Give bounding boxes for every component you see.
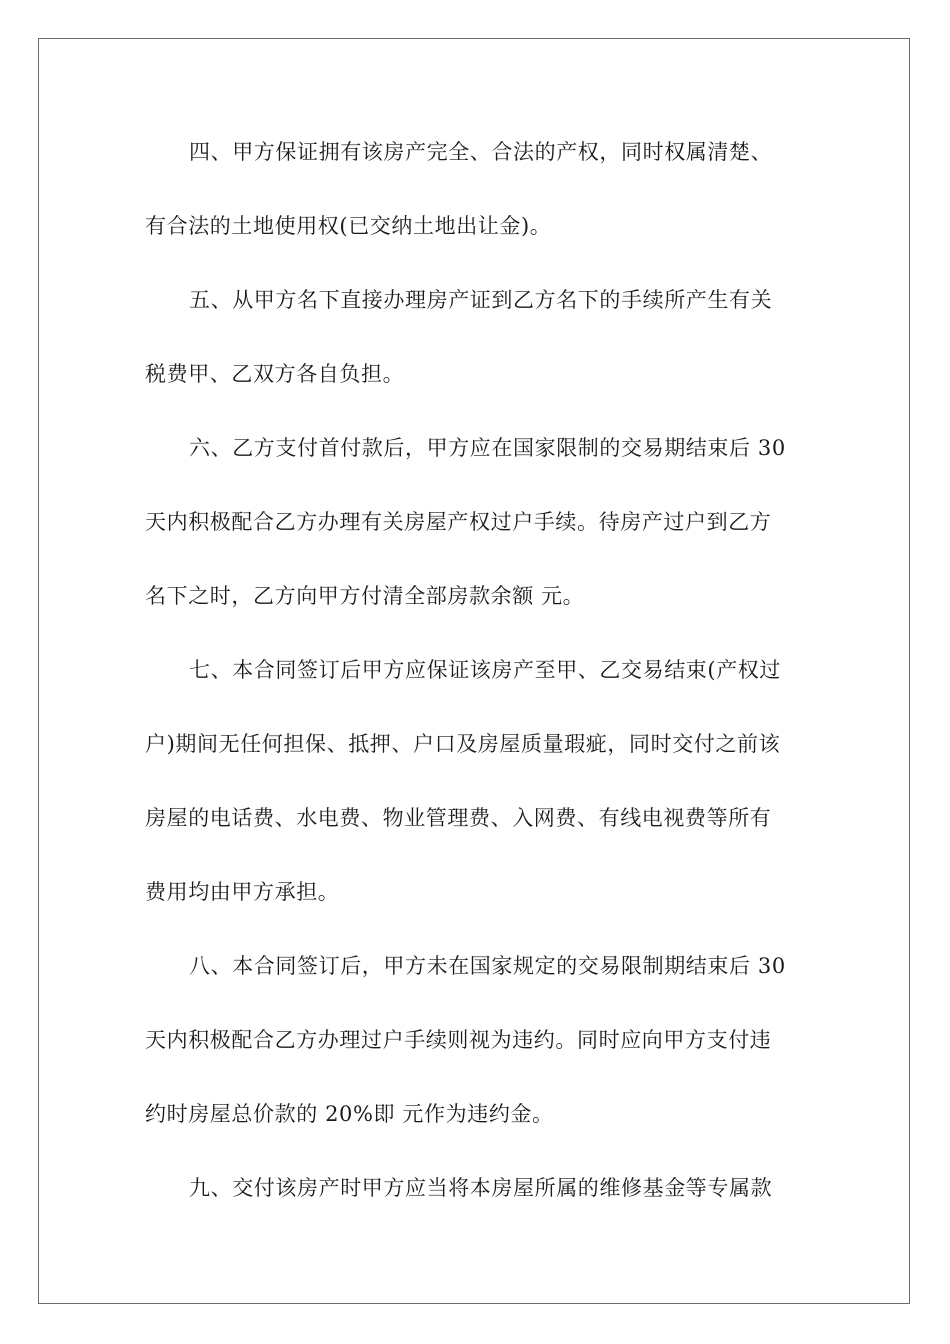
clause-7-line-1: 七、本合同签订后甲方应保证该房产至甲、乙交易结束(产权过 — [189, 658, 781, 682]
clause-8-line-1: 八、本合同签订后，甲方未在国家规定的交易限制期结束后 30 — [189, 954, 786, 978]
clause-4-line-1: 四、甲方保证拥有该房产完全、合法的产权，同时权属清楚、 — [189, 140, 773, 164]
clause-8-line-3: 约时房屋总价款的 20%即 元作为违约金。 — [145, 1102, 554, 1126]
clause-5-line-1: 五、从甲方名下直接办理房产证到乙方名下的手续所产生有关 — [189, 288, 773, 312]
clause-8-line-2: 天内积极配合乙方办理过户手续则视为违约。同时应向甲方支付违 — [145, 1028, 772, 1052]
clause-6-line-1: 六、乙方支付首付款后，甲方应在国家限制的交易期结束后 30 — [189, 436, 786, 460]
clause-5-line-2: 税费甲、乙双方各自负担。 — [145, 362, 405, 386]
clause-6-line-3: 名下之时，乙方向甲方付清全部房款余额 元。 — [145, 584, 585, 608]
clause-7-line-2: 户)期间无任何担保、抵押、户口及房屋质量瑕疵，同时交付之前该 — [145, 732, 781, 756]
clause-6-line-2: 天内积极配合乙方办理有关房屋产权过户手续。待房产过户到乙方 — [145, 510, 772, 534]
clause-7-line-3: 房屋的电话费、水电费、物业管理费、入网费、有线电视费等所有 — [145, 806, 772, 830]
clause-4-line-2: 有合法的土地使用权(已交纳土地出让金)。 — [145, 214, 552, 238]
clause-7-line-4: 费用均由甲方承担。 — [145, 880, 340, 904]
clause-9-line-1: 九、交付该房产时甲方应当将本房屋所属的维修基金等专属款 — [189, 1176, 773, 1200]
